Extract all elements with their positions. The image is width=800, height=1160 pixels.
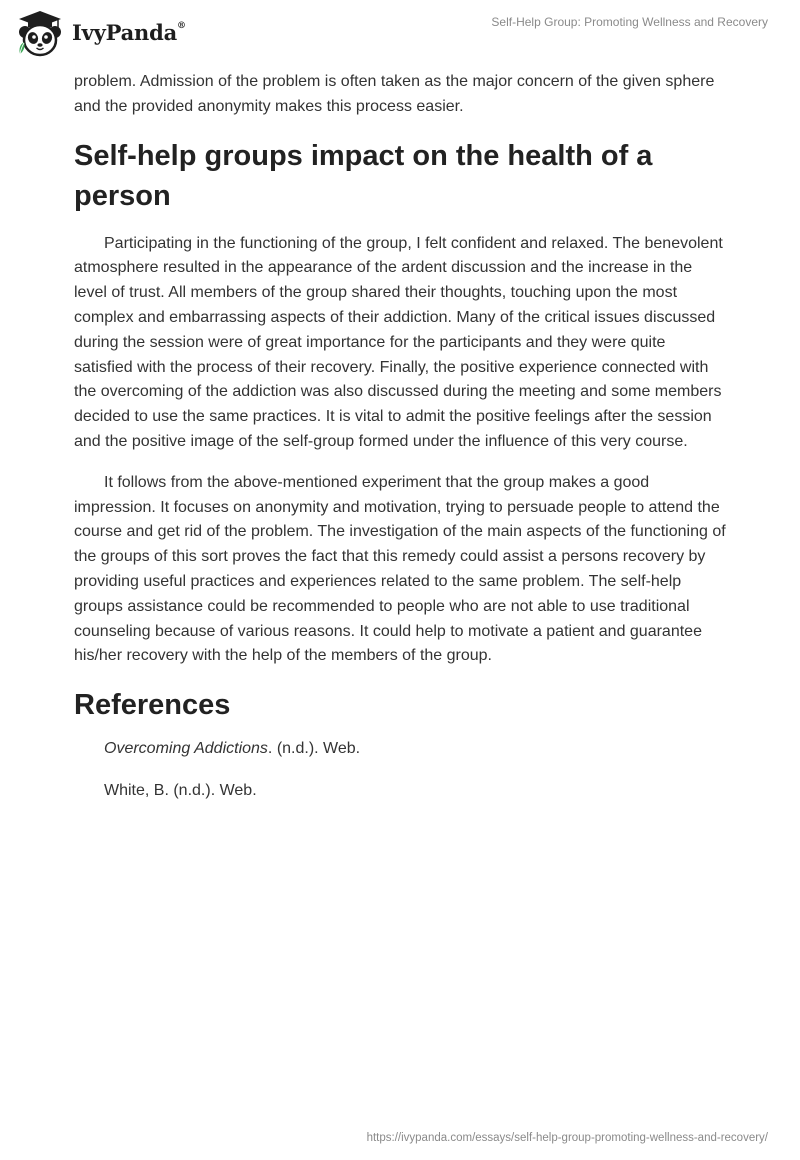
section-heading: Self-help groups impact on the health of a person <box>74 139 653 212</box>
references-heading: References <box>74 689 231 722</box>
body-paragraph: Participating in the functioning of the group, I felt confident and relaxed. The benevolent atmosphere resulted in the appearance of the ardent discussion and the increase in the level of trust. All members of the group shared their thoughts, touching upon the most complex and embarrassing aspects of their addiction. Many of the critical issues discussed during the session were of great importance for the participants and they were quite satisfied with the process of their recovery. Finally, the positive experience connected with the overcoming of the addiction was also discussed during the meeting and some members decided to use the same practices. It is vital to admit the positive feelings after the session and the positive image of the self-group formed under the influence of this very course. <box>74 234 723 450</box>
logo-wordmark <box>72 20 186 45</box>
reference-item <box>104 737 726 761</box>
reference-item <box>104 779 726 803</box>
logo-text: IvyPanda <box>72 19 178 45</box>
intro-paragraph: problem. Admission of the problem is often taken as the major concern of the given sphere and the provided anonymity makes this process easier. <box>74 73 715 115</box>
source-url[interactable]: https://ivypanda.com/essays/self-help-group-promoting-wellness-and-recovery/ <box>366 1132 768 1144</box>
panda-graduate-logo-icon <box>14 8 66 60</box>
document-title: Self-Help Group: Promoting Wellness and Recovery <box>491 15 768 29</box>
ivypanda-logo[interactable] <box>14 8 186 60</box>
registered-mark: ® <box>177 20 186 31</box>
reference-details: . (n.d.). Web. <box>267 740 361 758</box>
essay-content <box>74 70 726 821</box>
reference-title: Overcoming Addictions <box>104 740 268 758</box>
reference-details: White, B. (n.d.). Web. <box>104 782 257 800</box>
body-paragraph: It follows from the above-mentioned experiment that the group makes a good impression. It focuses on anonymity and motivation, trying to persuade people to attend the course and get rid of the problem. The investigation of the main aspects of the functioning of the groups of this sort proves the fact that this remedy could assist a persons recovery by providing useful practices and experiences related to the same problem. The self-help groups assistance could be recommended to people who are not able to use traditional counseling because of various reasons. It could help to motivate a patient and guarantee his/her recovery with the help of the members of the group. <box>74 473 726 665</box>
page-header <box>0 0 800 60</box>
